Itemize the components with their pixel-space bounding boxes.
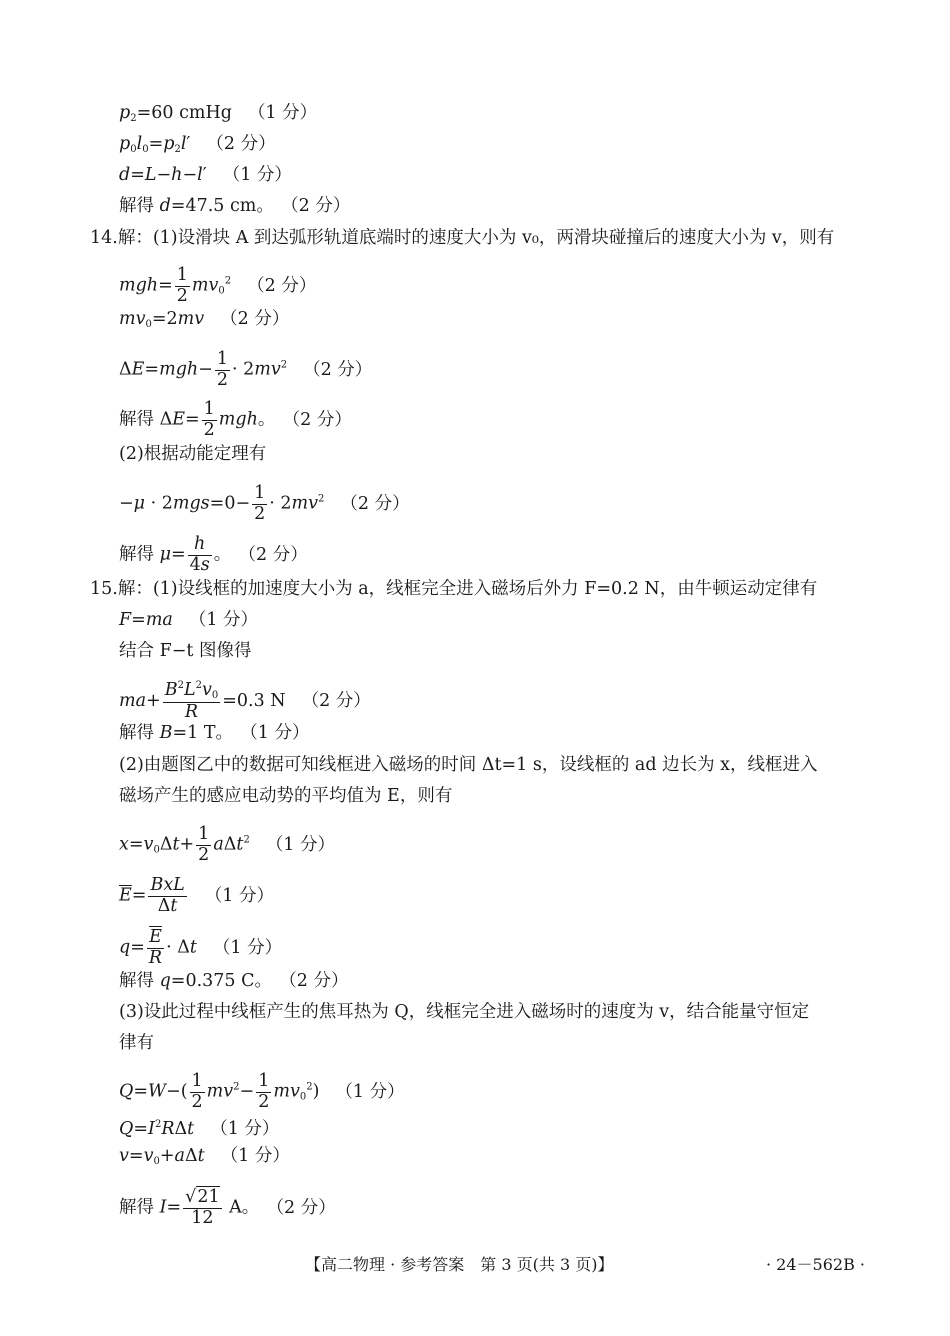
equation-line: $\overline{E}=$ $\frac{\text{BxL}}{\Delta t}$ （1 分） (119, 875, 275, 916)
section-text-content: (2)由题图乙中的数据可知线框进入磁场的时间 Δt=1 s，设线框的 ad 边长为 x，线框进入 (119, 755, 818, 775)
score-label: （2 分） (288, 971, 349, 991)
score-label: （2 分） (340, 493, 410, 514)
footer-title: 【高二物理 · 参考答案 第 3 页(共 3 页)】 (305, 1255, 614, 1274)
score-label: （2 分） (275, 1197, 336, 1218)
score-label: （1 分） (265, 834, 336, 855)
result-prefix: 解得 (119, 409, 154, 430)
equation-line: d=L−h−l′ （1 分） (119, 165, 292, 185)
equation-line: $x=v_0\Delta t+$ $\frac{1}{2}$ aΔt$^2$ （1 分） (119, 824, 336, 865)
score-label: （2 分） (206, 134, 276, 154)
score-label: （1 分） (247, 103, 318, 123)
question-text: 解：(1)设滑块 A 到达弧形轨道底端时的速度大小为 v₀，两滑块碰撞后的速度大小为 v，则有 (117, 228, 835, 248)
section-text-content: 结合 F−t 图像得 (119, 641, 252, 661)
equation-line: ma+ $\frac{B^2L^2v_0}{R}$ =0.3 N （2 分） (119, 680, 371, 722)
result-prefix: 解得 (119, 971, 154, 991)
equation-line: Q=W−( $\frac{1}{2}$ $mv^2-$ $\frac{1}{2}$ $mv_0^2$) （1 分） (119, 1071, 405, 1112)
section-text (119, 1001, 809, 1023)
equation-line: $p_0l_0=p_2l'$ （2 分） (119, 134, 276, 155)
section-text (119, 754, 818, 776)
score-label: （2 分） (303, 359, 373, 380)
score-label: （1 分） (222, 165, 292, 185)
equation-line: F=ma （1 分） (119, 610, 259, 630)
equation-line: $Q=I^2R\Delta t$ （1 分） (119, 1119, 280, 1139)
score-label: （2 分） (291, 409, 352, 430)
score-label: （1 分） (204, 885, 275, 906)
result-prefix: 解得 (119, 544, 154, 565)
question-number: 15. (90, 579, 118, 599)
result-line: 解得 ΔE= $\frac{1}{2}$ mgh。 （2 分） (119, 399, 352, 440)
result-prefix: 解得 (119, 1197, 154, 1218)
score-label: （2 分） (220, 309, 290, 329)
result-line: 解得 q=0.375 C。 （2 分） (119, 971, 349, 991)
result-line: 解得 μ= $\frac{h}{4s}$ 。 （2 分） (119, 534, 308, 575)
equation-line: ΔE=mgh− $\frac{1}{2}$ · $2mv^2$ （2 分） (119, 349, 373, 390)
equation-line: −μ · 2mgs=0− $\frac{1}{2}$ · $2mv^2$ （2 分） (119, 483, 410, 524)
result-prefix: 解得 (119, 723, 154, 743)
section-text-content: 律有 (119, 1033, 154, 1053)
score-label: （2 分） (289, 196, 351, 216)
section-text (119, 443, 266, 465)
equation-line: $mv_0=2mv$ （2 分） (119, 309, 290, 330)
result-prefix: 解得 (119, 196, 154, 216)
equation-line: $p_2=60$ cmHg （1 分） (119, 103, 318, 124)
result-line: 解得 B=1 T。 （1 分） (119, 723, 310, 743)
question-15-intro (90, 578, 817, 600)
score-label: （1 分） (210, 1119, 280, 1139)
score-label: （1 分） (249, 723, 310, 743)
score-label: （2 分） (247, 544, 308, 565)
equation-line: mgh= $\frac{1}{2}$ $mv_0^2$ （2 分） (119, 265, 317, 306)
score-label: （1 分） (188, 610, 259, 630)
section-text-content: (2)根据动能定理有 (119, 444, 267, 464)
section-text (119, 640, 251, 662)
score-label: （1 分） (212, 937, 283, 958)
equation-line: $v=v_0+a\Delta t$ （1 分） (119, 1146, 290, 1167)
score-label: （1 分） (335, 1081, 405, 1102)
question-number: 14. (90, 228, 118, 248)
result-line: 解得 I= $\frac{√21}{12}$ A。 （2 分） (119, 1187, 336, 1228)
equation-line: q= $\frac{\overline{E}}{R}$ · Δt （1 分） (119, 927, 283, 968)
score-label: （1 分） (220, 1146, 290, 1166)
question-14-intro (90, 227, 834, 249)
section-text-content: 磁场产生的感应电动势的平均值为 E，则有 (119, 786, 453, 806)
question-text: 解：(1)设线框的加速度大小为 a，线框完全进入磁场后外力 F=0.2 N，由牛顿运动定律有 (117, 579, 818, 599)
score-label: （2 分） (301, 690, 371, 711)
section-text-content: (3)设此过程中线框产生的焦耳热为 Q，线框完全进入磁场时的速度为 v，结合能量守恒定 (119, 1002, 810, 1022)
result-line: 解得 d=47.5 cm。 （2 分） (119, 196, 351, 216)
section-text (119, 1032, 154, 1054)
footer-code: · 24－562B · (766, 1255, 866, 1274)
score-label: （2 分） (247, 275, 317, 296)
section-text (119, 785, 452, 807)
